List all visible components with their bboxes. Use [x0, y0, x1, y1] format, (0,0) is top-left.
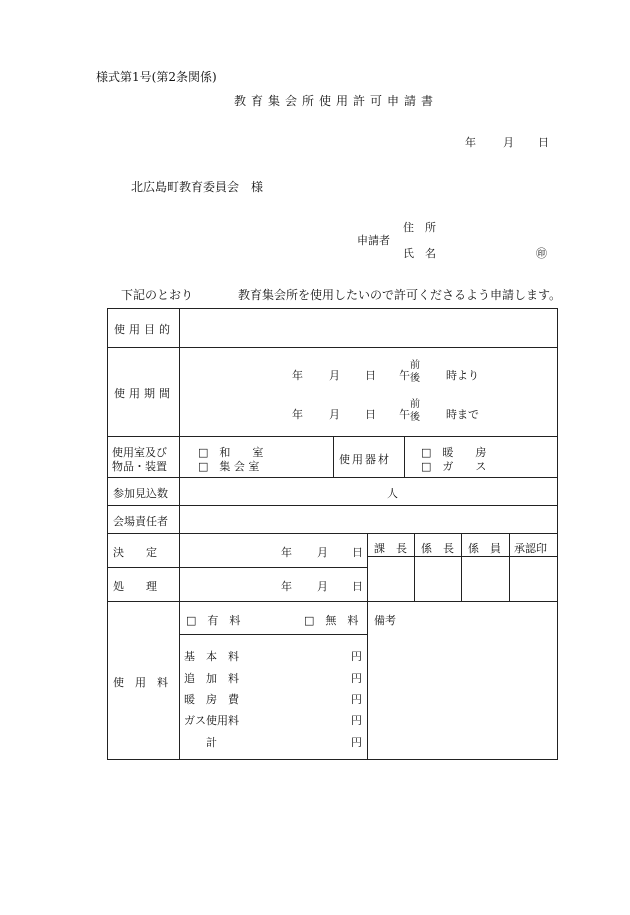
room-option-washitsu[interactable]: □ 和 室 [198, 446, 264, 459]
purpose-field[interactable] [180, 309, 556, 346]
approval-seal: 承認印 [514, 542, 547, 555]
intro-body: 教育集会所を使用したいので許可くださるよう申請します。 [238, 288, 562, 302]
fee-yen-additional: 円 [351, 672, 362, 685]
date-year: 年 [465, 136, 476, 149]
decision-year: 年 [281, 546, 292, 559]
manager-label: 会場責任者 [113, 515, 168, 528]
approval-staff: 係 員 [468, 542, 501, 555]
date-month: 月 [503, 136, 514, 149]
period-end-am[interactable]: 前 [410, 399, 420, 410]
approval-section-chief: 課 長 [374, 542, 407, 555]
period-start-pm[interactable]: 後 [410, 373, 420, 384]
form-number: 様式第1号(第2条関係) [96, 70, 217, 84]
process-label: 処 理 [113, 580, 157, 593]
remarks-field[interactable] [368, 628, 556, 758]
fee-item-additional: 追 加 料 [184, 672, 239, 685]
period-start-month: 月 [329, 369, 340, 382]
period-end-year: 年 [292, 408, 303, 421]
fee-yen-total: 円 [351, 736, 362, 749]
fee-item-total: 計 [184, 736, 217, 749]
period-label: 使用期間 [114, 387, 174, 400]
applicant-address-label: 住 所 [403, 221, 436, 234]
process-year: 年 [281, 580, 292, 593]
period-end-noon: 午 [399, 408, 410, 421]
process-day: 日 [352, 580, 363, 593]
fee-yen-basic: 円 [351, 650, 362, 663]
attendance-field[interactable] [180, 478, 380, 504]
equipment-option-heating[interactable]: □ 暖 房 [421, 446, 487, 459]
page-title: 教育集会所使用許可申請書 [234, 94, 439, 108]
equipment-option-gas[interactable]: □ ガ ス [421, 460, 487, 473]
period-end-month: 月 [329, 408, 340, 421]
remarks-label: 備考 [374, 614, 396, 627]
approval-subsection-chief: 係 長 [421, 542, 454, 555]
purpose-label: 使用目的 [114, 323, 174, 336]
date-day: 日 [538, 136, 549, 149]
applicant-name-label: 氏 名 [403, 247, 436, 260]
decision-label: 決 定 [113, 546, 157, 559]
attendance-label: 参加見込数 [113, 487, 168, 500]
period-end-day: 日 [365, 408, 376, 421]
attendance-unit: 人 [387, 487, 398, 500]
fee-item-basic: 基 本 料 [184, 650, 239, 663]
decision-day: 日 [352, 546, 363, 559]
applicant-label: 申請者 [357, 234, 390, 247]
fee-free-option[interactable]: □ 無 料 [304, 614, 359, 627]
addressee: 北広島町教育委員会 様 [131, 180, 264, 194]
room-label-1: 使用室及び [112, 446, 167, 459]
room-label-2: 物品・装置 [112, 460, 167, 473]
fee-item-gas: ガス使用料 [184, 714, 239, 727]
period-start-noon: 午 [399, 369, 410, 382]
period-start-day: 日 [365, 369, 376, 382]
fee-item-heating: 暖 房 費 [184, 693, 239, 706]
room-option-meeting-room[interactable]: □ 集 会 室 [198, 460, 260, 473]
seal-icon: ㊞ [536, 247, 547, 260]
period-start-year: 年 [292, 369, 303, 382]
fee-yen-gas: 円 [351, 714, 362, 727]
period-end-pm[interactable]: 後 [410, 412, 420, 423]
period-end-suffix: 時まで [446, 408, 479, 421]
manager-field[interactable] [180, 506, 556, 532]
equipment-label: 使用器材 [339, 453, 391, 466]
fee-paid-option[interactable]: □ 有 料 [186, 614, 241, 627]
fee-yen-heating: 円 [351, 693, 362, 706]
intro-lead: 下記のとおり [121, 288, 194, 302]
period-start-suffix: 時より [446, 369, 479, 382]
fee-label: 使 用 料 [113, 676, 168, 689]
period-start-am[interactable]: 前 [410, 360, 420, 371]
decision-month: 月 [317, 546, 328, 559]
process-month: 月 [317, 580, 328, 593]
